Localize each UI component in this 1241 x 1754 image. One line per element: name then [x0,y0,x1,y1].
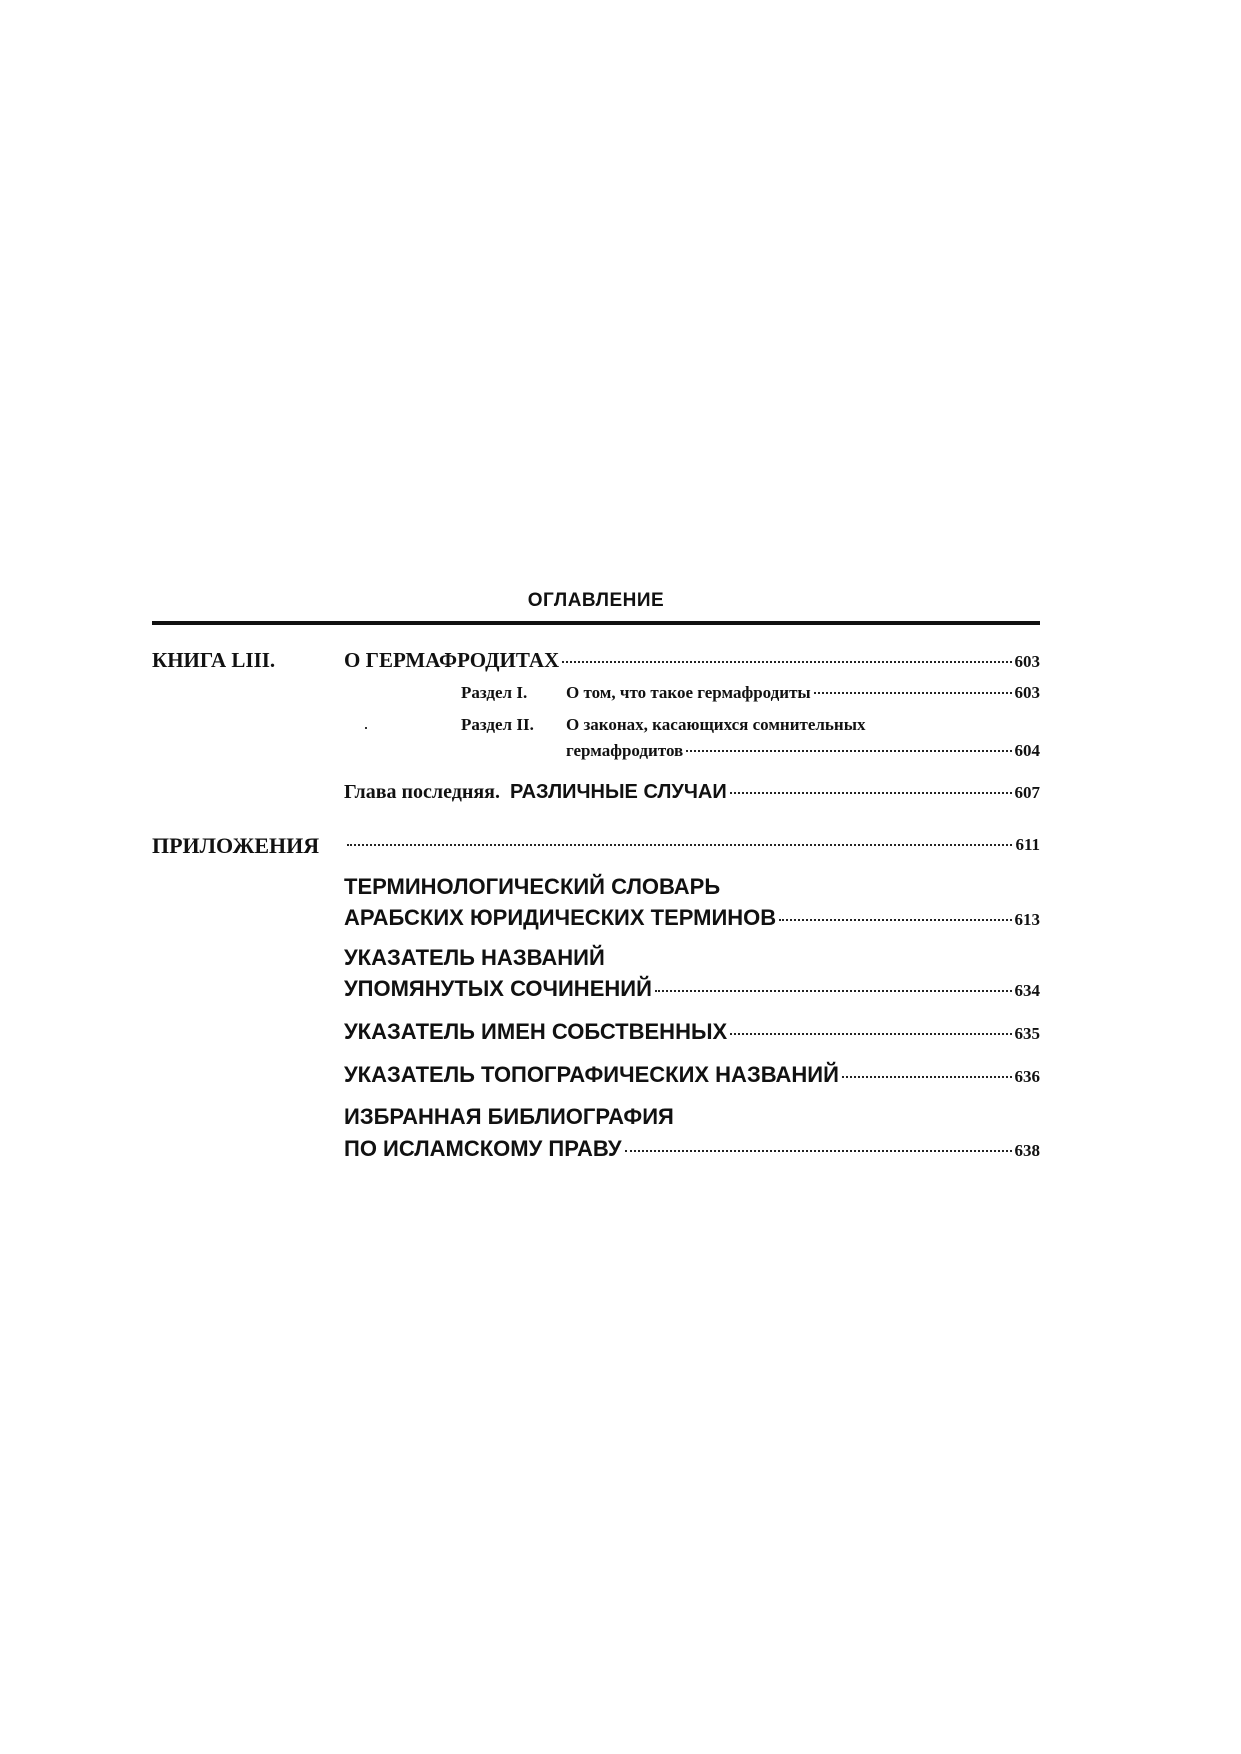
appendix-title-line2: ПО ИСЛАМСКОМУ ПРАВУ [344,1136,622,1161]
toc-entry-appendix-bibliography[interactable] [344,1136,1040,1162]
dot-leader [655,990,1012,992]
dot-leader [347,844,1012,846]
page-number: 603 [1014,652,1040,671]
appendix-title-line1: УКАЗАТЕЛЬ НАЗВАНИЙ [344,945,605,970]
book-title: О ГЕРМАФРОДИТАХ [344,648,560,672]
dot-leader [842,1076,1012,1078]
appendix-title-line2: УПОМЯНУТЫХ СОЧИНЕНИЙ [344,976,652,1001]
section-title-line2: гермафродитов [566,741,684,760]
appendix-title: УКАЗАТЕЛЬ ТОПОГРАФИЧЕСКИХ НАЗВАНИЙ [344,1062,839,1087]
page-number: 636 [1014,1067,1040,1086]
dot-leader [686,750,1011,752]
appendices-label: ПРИЛОЖЕНИЯ [152,833,320,858]
toc-entry-appendices[interactable] [344,835,1040,855]
chapter-title: РАЗЛИЧНЫЕ СЛУЧАИ [510,781,727,803]
toc-entry-book[interactable] [344,648,1040,673]
toc-entry-appendix-works-index[interactable] [344,976,1040,1002]
appendix-title-line1: ТЕРМИНОЛОГИЧЕСКИЙ СЛОВАРЬ [344,874,721,899]
header-rule [152,621,1040,625]
page-number: 634 [1014,981,1040,1000]
dot-leader [562,661,1011,663]
page-title: ОГЛАВЛЕНИЕ [527,590,665,611]
appendix-title: УКАЗАТЕЛЬ ИМЕН СОБСТВЕННЫХ [344,1019,728,1044]
book-label: КНИГА LIII. [152,648,276,672]
appendix-title-line1: ИЗБРАННАЯ БИБЛИОГРАФИЯ [344,1104,674,1129]
toc-entry-section-2[interactable] [566,741,1040,761]
page-number: 613 [1014,910,1040,929]
page-number: 611 [1015,835,1040,854]
dot-leader [814,692,1012,694]
dot-leader [625,1150,1012,1152]
chapter-label: Глава последняя. [344,781,501,803]
toc-entry-appendix-glossary[interactable] [344,905,1040,931]
toc-entry-chapter[interactable] [344,781,1040,804]
page-number: 604 [1014,741,1040,760]
stray-mark [365,727,367,729]
section-label: Раздел I. [461,683,528,702]
toc-entry-section-1[interactable] [566,683,1040,703]
page-number: 607 [1014,783,1040,802]
page-number: 638 [1014,1141,1040,1160]
section-title: О том, что такое гермафродиты [566,683,811,702]
section-label: Раздел II. [461,715,534,734]
dot-leader [779,919,1011,921]
page-number: 603 [1014,683,1040,702]
dot-leader [730,1033,1011,1035]
appendix-title-line2: АРАБСКИХ ЮРИДИЧЕСКИХ ТЕРМИНОВ [344,905,777,930]
toc-entry-appendix-places-index[interactable] [344,1062,1040,1088]
dot-leader [730,792,1012,794]
toc-entry-appendix-names-index[interactable] [344,1019,1040,1045]
page-number: 635 [1014,1024,1040,1043]
section-title-line1: О законах, касающихся сомнительных [566,715,866,734]
